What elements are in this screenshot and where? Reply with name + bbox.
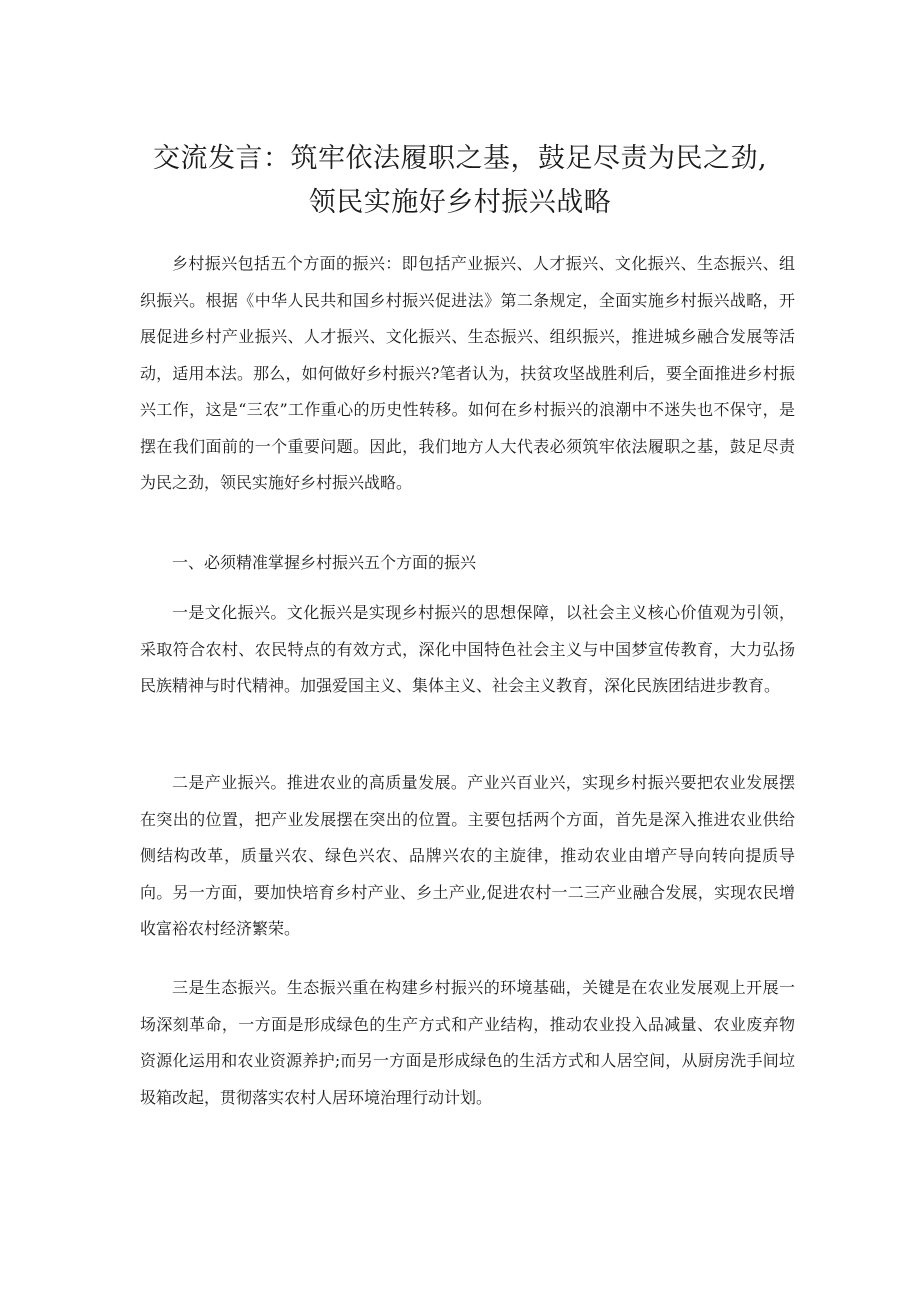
- industry-paragraph: 二是产业振兴。推进农业的高质量发展。产业兴百业兴，实现乡村振兴要把农业发展摆在突出的位置，把产业发展摆在突出的位置。主要包括两个方面，首先是深入推进农业供给侧结构改革，质量兴农、绿色兴农、品牌兴农的主旋律，推动农业由增产导向转向提质导向。另一方面，要加快培育乡村产业、乡土产业,促进农村一二三产业融合发展，实现农民增收富裕农村经济繁荣。: [140, 773, 795, 938]
- culture-paragraph: 一是文化振兴。文化振兴是实现乡村振兴的思想保障，以社会主义核心价值观为引领，采取符合农村、农民特点的有效方式，深化中国特色社会主义与中国梦宣传教育，大力弘扬民族精神与时代精神。加强爱国主义、集体主义、社会主义教育，深化民族团结进步教育。: [140, 603, 795, 695]
- document-title-line-2: 领民实施好乡村振兴战略: [308, 187, 612, 218]
- document-title-line-1: 交流发言：筑牢依法履职之基，鼓足尽责为民之劲,: [152, 143, 768, 174]
- intro-paragraph: 乡村振兴包括五个方面的振兴：即包括产业振兴、人才振兴、文化振兴、生态振兴、组织振兴。根据《中华人民共和国乡村振兴促进法》第二条规定，全面实施乡村振兴战略，开展促进乡村产业振兴、人才振兴、文化振兴、生态振兴、组织振兴，推进城乡融合发展等活动，适用本法。那么，如何做好乡村振兴?笔者认为，扶贫攻坚战胜利后，要全面推进乡村振兴工作，这是“三农”工作重心的历史性转移。如何在乡村振兴的浪潮中不迷失也不保守，是摆在我们面前的一个重要问题。因此，我们地方人大代表必须筑牢依法履职之基，鼓足尽责为民之劲，领民实施好乡村振兴战略。: [140, 254, 795, 492]
- ecology-paragraph: 三是生态振兴。生态振兴重在构建乡村振兴的环境基础，关键是在农业发展观上开展一场深刻革命，一方面是形成绿色的生产方式和产业结构，推动农业投入品减量、农业废弃物资源化运用和农业资源养护;而另一方面是形成绿色的生活方式和人居空间，从厨房洗手间垃圾箱改起，贯彻落实农村人居环境治理行动计划。: [140, 978, 795, 1107]
- section-heading-1: 一、必须精准掌握乡村振兴五个方面的振兴: [172, 553, 477, 572]
